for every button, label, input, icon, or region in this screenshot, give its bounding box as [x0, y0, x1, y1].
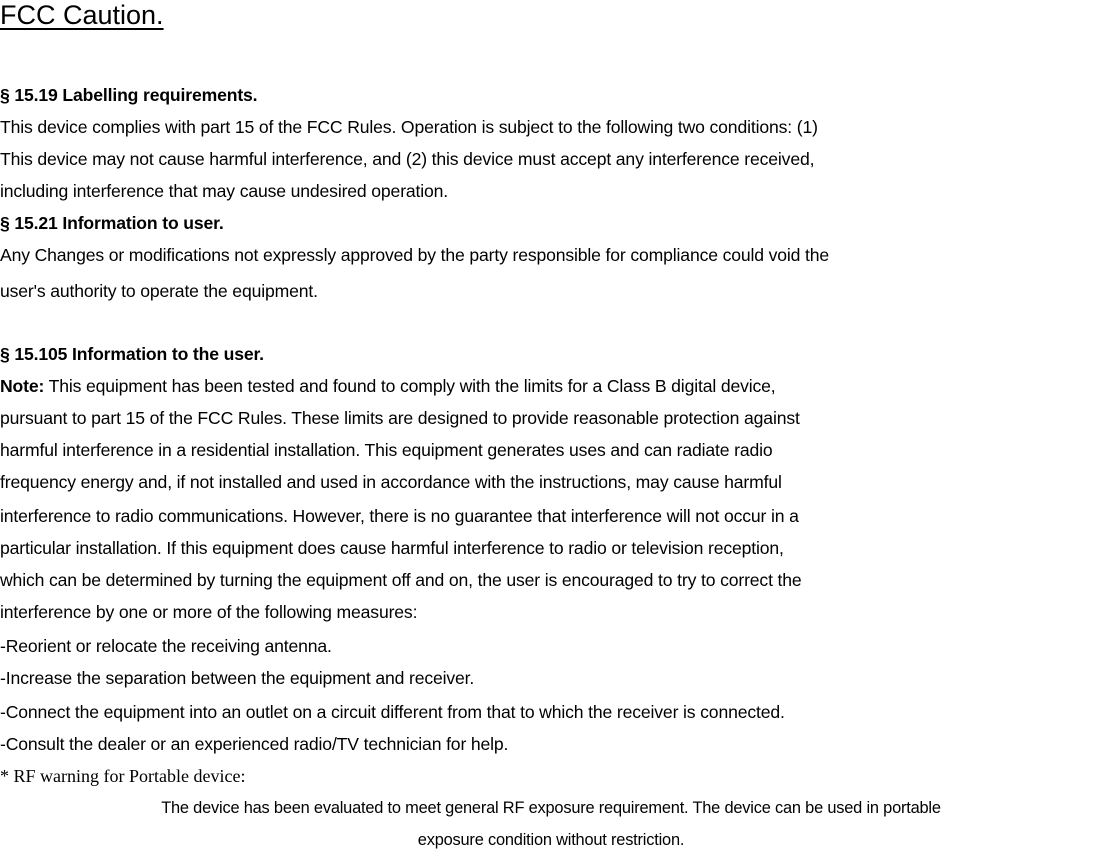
measure-item: -Consult the dealer or an experienced radio/TV technician for help. — [0, 734, 509, 754]
paragraph-line: frequency energy and, if not installed and used in accordance with the instructions, may cause harmful — [0, 472, 782, 492]
paragraph-line: interference by one or more of the following measures: — [0, 602, 418, 622]
paragraph-line: user's authority to operate the equipment. — [0, 281, 318, 301]
section-heading-15-19: § 15.19 Labelling requirements. — [0, 85, 258, 105]
section-heading-15-105: § 15.105 Information to the user. — [0, 344, 264, 364]
measure-item: -Increase the separation between the equipment and receiver. — [0, 668, 475, 688]
paragraph-line: This device may not cause harmful interference, and (2) this device must accept any interference received, — [0, 149, 815, 169]
paragraph-line: Any Changes or modifications not expressly approved by the party responsible for compliance could void the — [0, 245, 830, 265]
rf-paragraph-line: The device has been evaluated to meet general RF exposure requirement. The device can be used in portable — [161, 799, 941, 817]
measure-item: -Reorient or relocate the receiving antenna. — [0, 636, 332, 656]
note-text: This equipment has been tested and found to comply with the limits for a Class B digital device, — [44, 376, 776, 396]
measure-item: -Connect the equipment into an outlet on a circuit different from that to which the receiver is connected. — [0, 702, 785, 722]
page-title: FCC Caution. — [0, 0, 164, 30]
note-paragraph-line — [0, 373, 776, 399]
rf-paragraph-line: exposure condition without restriction. — [417, 831, 685, 849]
note-label: Note: — [0, 376, 45, 396]
paragraph-line: which can be determined by turning the equipment off and on, the user is encouraged to try to correct the — [0, 570, 802, 590]
paragraph-line: This device complies with part 15 of the FCC Rules. Operation is subject to the following two conditions: (1) — [0, 117, 818, 137]
paragraph-line: particular installation. If this equipment does cause harmful interference to radio or television reception, — [0, 538, 784, 558]
paragraph-line: pursuant to part 15 of the FCC Rules. These limits are designed to provide reasonable protection against — [0, 408, 800, 428]
paragraph-line: including interference that may cause undesired operation. — [0, 181, 449, 201]
section-heading-15-21: § 15.21 Information to user. — [0, 213, 224, 233]
rf-warning-heading: * RF warning for Portable device: — [0, 766, 246, 786]
paragraph-line: interference to radio communications. However, there is no guarantee that interference will not occur in a — [0, 506, 799, 526]
paragraph-line: harmful interference in a residential installation. This equipment generates uses and can radiate radio — [0, 440, 773, 460]
